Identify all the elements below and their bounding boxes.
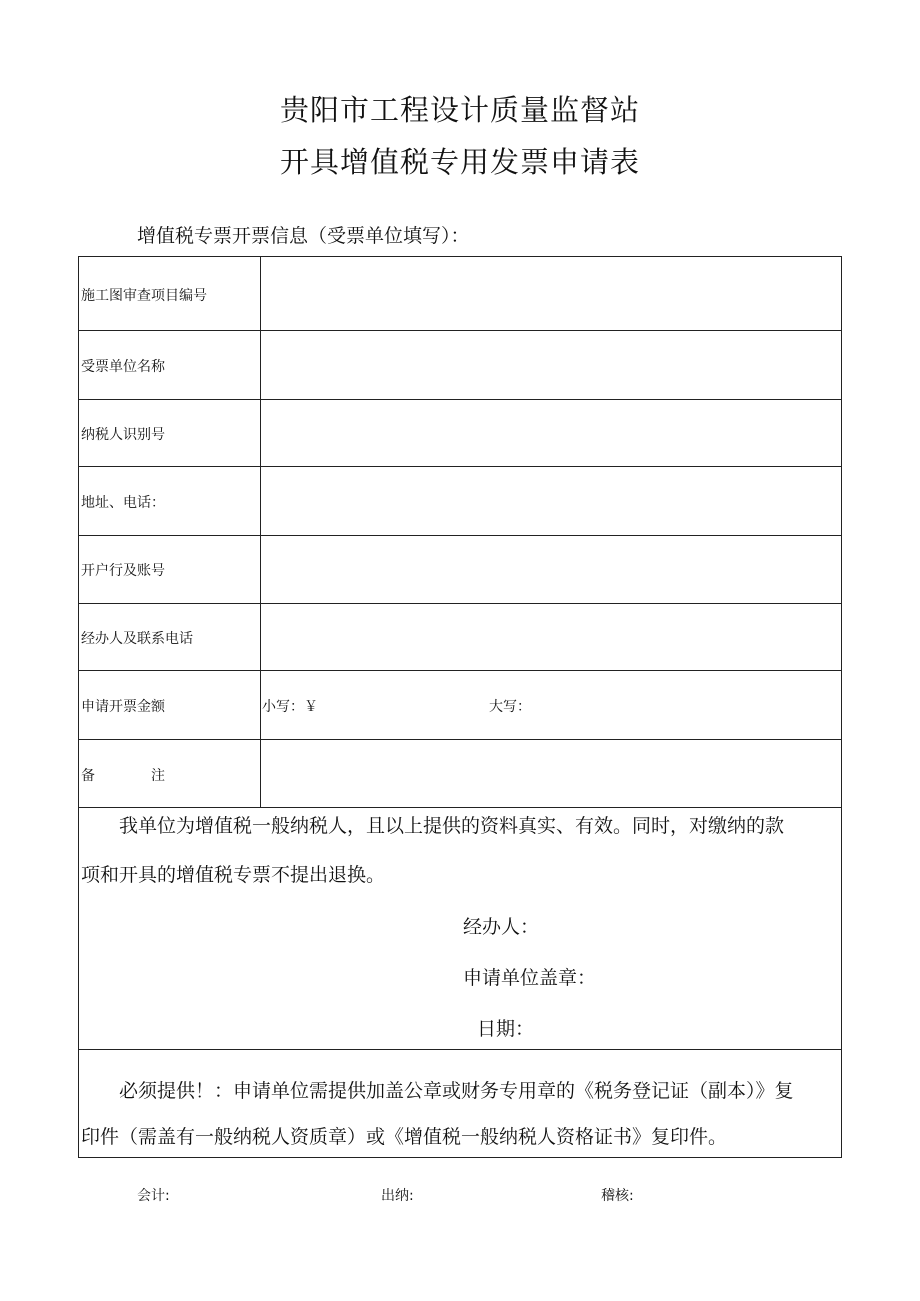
invoice-application-form [78, 256, 842, 1158]
row-divider [79, 603, 841, 604]
label-project-number: 施工图审查项目编号 [81, 288, 207, 304]
row-divider [79, 535, 841, 536]
handler-signature-label: 经办人： [463, 916, 540, 938]
row-divider [79, 807, 841, 808]
label-taxpayer-id: 纳税人识别号 [81, 427, 165, 443]
label-address-phone: 地址、电话： [81, 495, 165, 511]
label-bank-account: 开户行及账号 [81, 563, 165, 579]
seal-label: 申请单位盖章： [463, 967, 597, 989]
label-remarks: 备 注 [81, 768, 165, 784]
column-divider [260, 257, 261, 807]
row-divider [79, 399, 841, 400]
audit-label: 稽核: [601, 1188, 634, 1204]
row-divider [79, 670, 841, 671]
accounting-label: 会计: [137, 1188, 170, 1204]
label-recipient-name: 受票单位名称 [81, 359, 165, 375]
section-divider [79, 1049, 841, 1050]
row-divider [79, 466, 841, 467]
requirement-line-1: 必须提供！：申请单位需提供加盖公章或财务专用章的《税务登记证（副本）》复 [119, 1080, 794, 1102]
form-intro: 增值税专票开票信息（受票单位填写）： [137, 225, 470, 247]
declaration-line-2: 项和开具的增值税专票不提出退换。 [81, 864, 386, 886]
amount-lowercase-label: 小写：￥ [262, 699, 318, 715]
row-divider [79, 739, 841, 740]
amount-uppercase-label: 大写： [489, 699, 531, 715]
form-title: 开具增值税专用发票申请表 [279, 145, 640, 179]
date-label: 日期： [477, 1018, 535, 1040]
requirement-line-2: 印件（需盖有一般纳税人资质章）或《增值税一般纳税人资格证书》复印件。 [81, 1126, 728, 1148]
declaration-line-1: 我单位为增值税一般纳税人，且以上提供的资料真实、有效。同时，对缴纳的款 [119, 815, 785, 837]
cashier-label: 出纳: [381, 1188, 414, 1204]
row-divider [79, 330, 841, 331]
label-invoice-amount: 申请开票金额 [81, 699, 165, 715]
page-title: 贵阳市工程设计质量监督站 [279, 93, 640, 127]
label-handler-contact: 经办人及联系电话 [81, 631, 193, 647]
